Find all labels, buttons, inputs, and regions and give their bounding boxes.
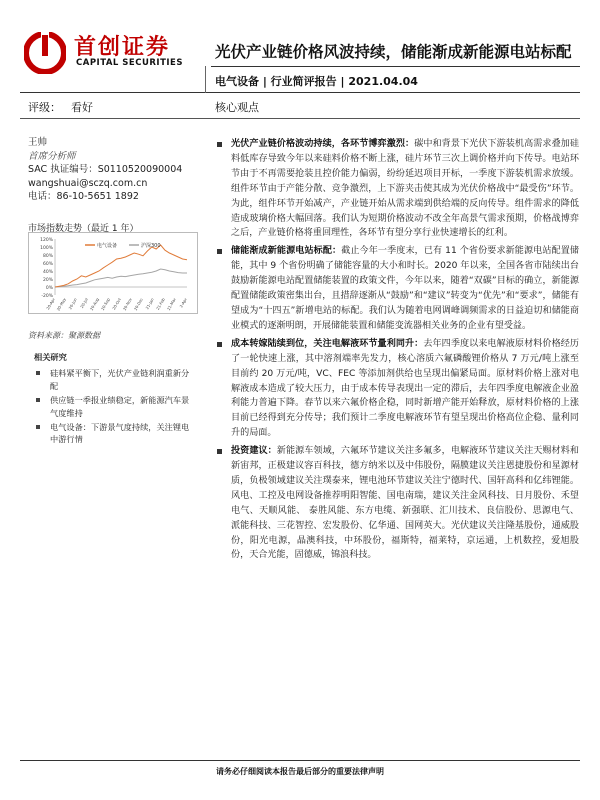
bullet-pv-price [211,137,579,241]
series-line [55,269,187,287]
core-view-heading: 核心观点 [215,101,259,114]
chart-title: 市场指数走势（最近 1 年） [28,224,139,234]
report-body [211,137,579,566]
y-tick-label: 120% [40,238,53,243]
top-divider [20,92,580,93]
related-item[interactable]: 电气设备：下游景气度持续，关注锂电中游行情 [28,421,196,446]
x-tick-label: 20-Oct [111,297,122,311]
rating [28,99,93,115]
x-tick-label: 20-Jun [67,297,78,311]
analyst-sac: SAC 执证编号：S0110520090004 [28,164,183,175]
logo-mark-icon [24,32,66,74]
y-tick-label: 80% [42,254,53,259]
bullet-icon [217,449,222,454]
analyst-email[interactable]: wangshuai@sczq.com.cn [28,177,148,189]
bullet-text: 去年四季度以来电解液原材料价格经历了一轮快速上涨，其中溶剂端率先发力，核心溶质六氟磷酸锂价格从 7 万元/吨上涨至目前约 20 万元/吨，VC、FEC 等添加剂供给也呈现出偏紧局面。原材料价格上涨对电解液成本造成了较大压力，由于成本传导表现出一定的滞后，去年四季度电解液企业盈利能力普遍下降。春节以来六氟价格企稳，同时新增产能开始释放，原材料价格的上涨目前已经得到充分传导；我们预计二季度电解液环节有望呈现出价格高位企稳、量利同升的局面。 [231,338,579,439]
series-line [55,245,187,287]
section-divider [20,118,580,119]
analyst-role: 首席分析师 [28,150,76,162]
x-tick-label: 21-Jan [144,297,155,311]
bullet-electrolyte [211,337,579,441]
analyst-phone: 电话：86-10-5651 1892 [28,191,139,202]
bullet-icon [217,342,222,347]
x-tick-label: 21-Mar [165,297,177,312]
report-title: 光伏产业链价格风波持续，储能渐成新能源电站标配 [215,43,572,61]
analyst-info [28,136,182,204]
bullet-icon [217,249,222,254]
bullet-head: 成本转嫁陆续到位，关注电解液环节量利同升： [231,338,424,349]
x-tick-label: 20-Apr [45,297,56,311]
bullet-investment-advice [211,444,579,563]
x-tick-label: 2-Apr [178,297,188,309]
bullet-head: 投资建议： [231,446,277,457]
x-tick-label: 21-Feb [155,297,166,311]
bullet-icon [217,142,222,147]
analyst-name: 王帅 [28,137,48,148]
bullet-energy-storage [211,244,579,333]
bullet-head: 储能渐成新能源电站标配： [231,246,342,257]
y-tick-label: 40% [42,270,53,275]
y-tick-label: -20% [41,294,53,299]
related-item[interactable]: 供应链一季报业绩稳定，新能源汽车景气度维持 [28,394,196,419]
rating-label: 评级： [28,101,61,114]
column-divider [205,66,206,93]
legend-label: 电气设备 [97,243,118,249]
related-title: 相关研究 [34,352,67,362]
x-tick-label: 20-Aug [88,297,100,312]
report-subtitle: 电气设备 | 行业简评报告 | 2021.04.04 [215,75,418,88]
bullet-head: 光伏产业链价格波动持续，各环节博弈激烈： [231,139,415,149]
y-tick-label: 60% [42,262,53,267]
related-research [28,351,196,448]
legend-label: 沪深300 [141,243,161,249]
related-list [28,367,196,445]
x-tick-label: 20-May [55,297,67,312]
y-tick-label: 100% [40,246,53,251]
rating-value: 看好 [71,101,93,114]
x-tick-label: 20-Nov [121,297,133,312]
bullet-text: 新能源车领域，六氟环节建议关注多氟多，电解液环节建议关注天赐材料和新宙邦，正极建议容百科技，德方纳米以及中伟股份，隔膜建议关注恩捷股份和星源材质，负极领域建议关注璞泰来，锂电池环节建议关注宁德时代、国轩高科和亿纬锂能。风电、工控及电网设备推荐明阳智能、国电南瑞，建议关注金风科技、日月股份、禾望电气、天顺风能、 泰胜风能、东方电缆、新强联、汇川技术、良信股份、思源电气、派能科技、三花智控、宏发股份、亿华通、国网英大。光伏建议关注隆基股份，通威股份，阳光电源，晶澳科技，中环股份，福斯特，福莱特，京运通，上机数控，爱旭股份，天合光能，固德威，锦浪科技。 [231,446,579,561]
y-tick-label: 0% [45,286,53,291]
company-logo [24,30,194,78]
header-divider [211,66,580,67]
chart-source: 资料来源：聚源数据 [28,331,100,340]
y-tick-label: 20% [42,278,53,283]
logo-text-en: CAPITAL SECURITIES [76,58,183,68]
footer-disclaimer: 请务必仔细阅读本报告最后部分的重要法律声明 [216,767,384,776]
market-index-chart [28,232,198,314]
x-tick-label: 20-Sep [99,297,111,312]
logo-text-cn: 首创证券 [74,35,171,60]
related-item[interactable]: 硅料紧平衡下，光伏产业链利润重新分配 [28,367,196,392]
footer-divider [20,760,580,761]
bullet-text: 碳中和背景下光伏下游装机高需求叠加硅料低库存导致今年以来硅料价格不断上涨，硅片环节三次上调价格并向下传导。电站环节由于不再需要抢装且控价能力偏弱，纷纷延迟项目开标，一季度下游装机需求放缓。组件环节由于产能分散、竞争激烈，上下游夹击使其成为光伏价格战中“最受伤”环节。为此，组件环节开始减产，产业链开始从需求端到供给端的反向传导。组件需求的降低造成玻璃价格大幅回落。我们认为短期价格波动不改全年高景气需求预期，价格战博弈之后，产业链价格将重回理性，各环节有望分享行业快速增长的红利。 [231,139,579,239]
bullet-text: 截止今年一季度末，已有 11 个省份要求新能源电站配置储能，其中 9 个省份明确了储能容量的大小和时长。2020 年以来，全国各省市陆续出台鼓励新能源电站配置储能装置的政策文件，今年以来，随着“双碳”目标的确立，新能源配置储能政策密集出台，且措辞逐渐从“鼓励”和“建议”转变为“优先”和“要求”，储能有望成为“十四五”新增电站的标配。我们认为随着电网调峰调频需求的日益迫切和储能商业模式的逐渐明朗，开展储能装置和储能变流器相关业务的企业有望受益。 [231,246,579,331]
x-tick-label: 20-Jul [79,297,89,310]
chart-svg [29,233,199,315]
x-tick-label: 20-Dec [132,297,144,312]
